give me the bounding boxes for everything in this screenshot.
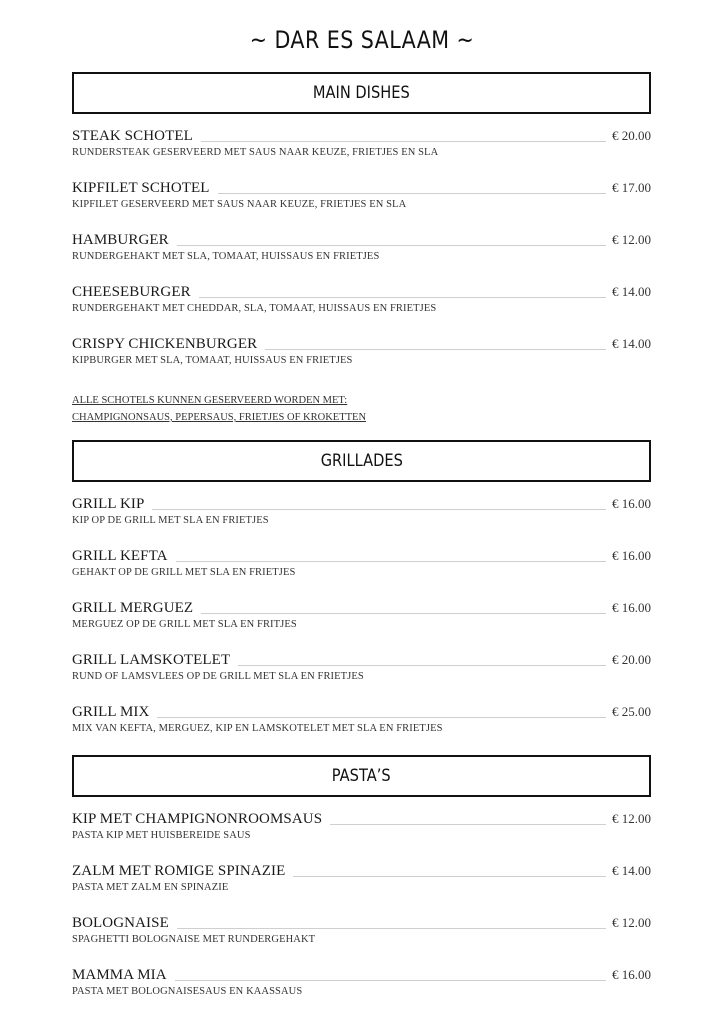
item-name: HAMBURGER	[72, 232, 169, 248]
item-name: GRILL MERGUEZ	[72, 600, 194, 616]
menu-item	[72, 179, 651, 210]
menu-item	[72, 703, 651, 734]
leader-line	[293, 876, 606, 877]
menu-item	[72, 810, 651, 841]
item-description: MERGUEZ OP DE GRILL MET SLA EN FRITJES	[72, 619, 297, 630]
item-price: € 12.00	[612, 915, 651, 930]
item-description: MIX VAN KEFTA, MERGUEZ, KIP EN LAMSKOTELET MET SLA EN FRIETJES	[72, 723, 443, 734]
leader-line	[176, 561, 606, 562]
item-name: ZALM MET ROMIGE SPINAZIE	[72, 863, 286, 879]
serving-note	[72, 392, 472, 426]
item-name: STEAK SCHOTEL	[72, 128, 193, 144]
menu-item	[72, 966, 651, 997]
section-header-grillades	[72, 440, 651, 482]
menu-item	[72, 599, 651, 630]
menu-item	[72, 914, 651, 945]
item-description: KIPFILET GESERVEERD MET SAUS NAAR KEUZE, FRIETJES EN SLA	[72, 199, 407, 210]
leader-line	[177, 245, 606, 246]
item-price: € 14.00	[612, 863, 651, 878]
item-description: GEHAKT OP DE GRILL MET SLA EN FRIETJES	[72, 567, 296, 578]
item-name: BOLOGNAISE	[72, 915, 169, 931]
menu-item	[72, 335, 651, 366]
item-price: € 16.00	[612, 967, 651, 982]
menu-item	[72, 862, 651, 893]
menu-item	[72, 231, 651, 262]
item-name: GRILL KIP	[72, 496, 145, 512]
menu-item	[72, 651, 651, 682]
serving-note-line: CHAMPIGNONSAUS, PEPERSAUS, FRIETJES OF KROKETTEN	[72, 412, 367, 423]
leader-line	[199, 297, 606, 298]
leader-line	[238, 665, 606, 666]
leader-line	[330, 824, 606, 825]
menu-item	[72, 547, 651, 578]
item-name: GRILL KEFTA	[72, 548, 168, 564]
item-description: RUNDERGEHAKT MET SLA, TOMAAT, HUISSAUS EN FRIETJES	[72, 251, 380, 262]
item-name: CHEESEBURGER	[72, 284, 191, 300]
item-name: MAMMA MIA	[72, 967, 167, 983]
leader-line	[201, 141, 606, 142]
item-description: PASTA KIP MET HUISBEREIDE SAUS	[72, 830, 251, 841]
item-name: CRISPY CHICKENBURGER	[72, 336, 258, 352]
menu-item	[72, 127, 651, 158]
section-heading: GRILLADES	[320, 451, 403, 471]
item-name: GRILL MIX	[72, 704, 150, 720]
leader-line	[157, 717, 606, 718]
item-description: RUND OF LAMSVLEES OP DE GRILL MET SLA EN FRIETJES	[72, 671, 364, 682]
item-name: KIP MET CHAMPIGNONROOMSAUS	[72, 811, 323, 827]
item-description: RUNDERGEHAKT MET CHEDDAR, SLA, TOMAAT, HUISSAUS EN FRIETJES	[72, 303, 437, 314]
item-price: € 20.00	[612, 128, 651, 143]
menu-item	[72, 283, 651, 314]
item-price: € 20.00	[612, 652, 651, 667]
item-description: PASTA MET ZALM EN SPINAZIE	[72, 882, 229, 893]
item-description: SPAGHETTI BOLOGNAISE MET RUNDERGEHAKT	[72, 934, 316, 945]
leader-line	[177, 928, 606, 929]
item-name: GRILL LAMSKOTELET	[72, 652, 231, 668]
menu-title: ~ DAR ES SALAAM ~	[249, 26, 475, 54]
leader-line	[152, 509, 606, 510]
item-description: KIPBURGER MET SLA, TOMAAT, HUISSAUS EN FRIETJES	[72, 355, 353, 366]
item-price: € 17.00	[612, 180, 651, 195]
section-heading: PASTA’S	[332, 766, 391, 786]
item-price: € 14.00	[612, 284, 651, 299]
menu-item	[72, 495, 651, 526]
item-description: KIP OP DE GRILL MET SLA EN FRIETJES	[72, 515, 269, 526]
leader-line	[265, 349, 606, 350]
leader-line	[218, 193, 606, 194]
leader-line	[201, 613, 606, 614]
item-price: € 25.00	[612, 704, 651, 719]
section-header-main-dishes	[72, 72, 651, 114]
item-price: € 16.00	[612, 496, 651, 511]
item-description: RUNDERSTEAK GESERVEERD MET SAUS NAAR KEUZE, FRIETJES EN SLA	[72, 147, 439, 158]
item-price: € 12.00	[612, 811, 651, 826]
item-price: € 14.00	[612, 336, 651, 351]
item-price: € 12.00	[612, 232, 651, 247]
item-name: KIPFILET SCHOTEL	[72, 180, 210, 196]
section-header-pastas	[72, 755, 651, 797]
item-price: € 16.00	[612, 600, 651, 615]
serving-note-line: ALLE SCHOTELS KUNNEN GESERVEERD WORDEN MET:	[72, 395, 348, 406]
item-description: PASTA MET BOLOGNAISESAUS EN KAASSAUS	[72, 986, 303, 997]
section-heading: MAIN DISHES	[313, 83, 410, 103]
item-price: € 16.00	[612, 548, 651, 563]
leader-line	[175, 980, 606, 981]
